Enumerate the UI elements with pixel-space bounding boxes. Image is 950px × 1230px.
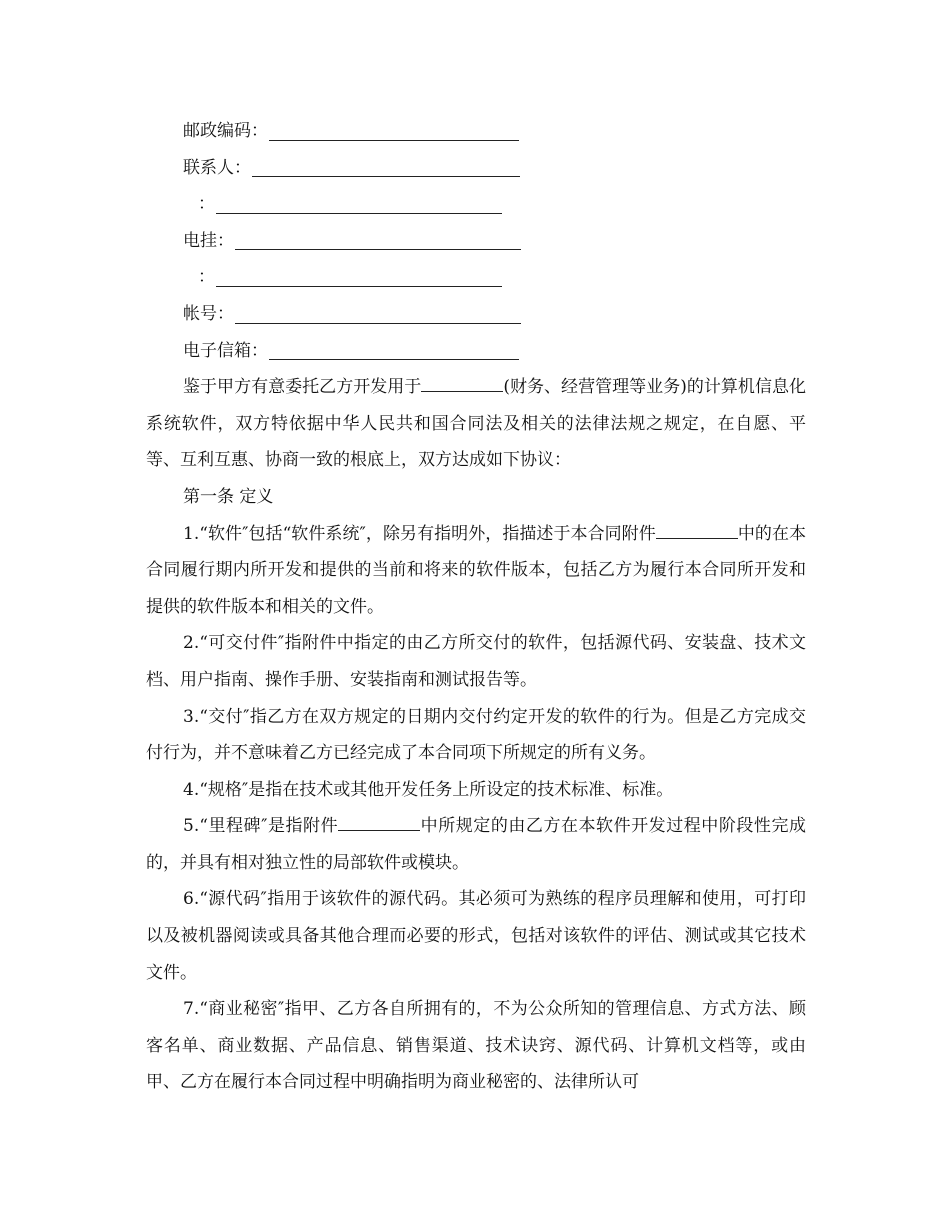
definition-5-text-b: 中所规定的由乙方在本软件开发过程中阶段性完成的，并具有相对独立性的局部软件或模块。: [146, 816, 807, 873]
email-blank[interactable]: [269, 359, 519, 360]
definition-4: 4.“规格″是指在技术或其他开发任务上所设定的技术标准、标准。: [183, 779, 674, 800]
definition-1-text-a: 1.“软件″包括“软件系统″，除另有指明外，指描述于本合同附件: [183, 523, 656, 544]
unnamed-field-b-label: ：: [198, 267, 215, 288]
email-field: [146, 333, 806, 370]
intro-blank[interactable]: [421, 374, 503, 392]
telegraph-label: 电挂：: [183, 230, 234, 251]
definition-7: 7.“商业秘密″指甲、乙方各自所拥有的，不为公众所知的管理信息、方式方法、顾客名单、商业数据、产品信息、销售渠道、技术诀窍、源代码、计算机文档等，或由甲、乙方在履行本合同过程中明确指明为商业秘密的、法律所认可: [146, 999, 806, 1093]
account-blank[interactable]: [235, 323, 521, 324]
definition-5: [146, 808, 806, 881]
postal-code-field: [146, 113, 806, 150]
intro-text-2: (财务、经营管理等业务)的计算机信息化系统软件，双方特依据中华人民共和国合同法及相关的法律法规之规定，在自愿、平等、互利互惠、协商一致的根底上，双方达成如下协议：: [146, 377, 807, 471]
contract-body: [146, 113, 806, 1101]
postal-code-blank[interactable]: [269, 140, 519, 141]
intro-text-1: 鉴于甲方有意委托乙方开发用于: [183, 377, 422, 398]
telegraph-blank[interactable]: [235, 249, 521, 250]
definition-6: 6.“源代码″指用于该软件的源代码。其必须可为熟练的程序员理解和使用，可打印以及被机器阅读或具备其他合理而必要的形式，包括对该软件的评估、测试或其它技术文件。: [146, 889, 806, 983]
definition-5-text-a: 5.“里程碑″是指附件: [183, 816, 339, 837]
article-1-heading: 第一条 定义: [183, 486, 274, 507]
account-label: 帐号：: [183, 303, 234, 324]
contact-field: [146, 150, 806, 187]
definition-2: 2.“可交付件″指附件中指定的由乙方所交付的软件，包括源代码、安装盘、技术文档、用户指南、操作手册、安装指南和测试报告等。: [146, 633, 806, 690]
definition-1-blank[interactable]: [656, 521, 738, 539]
unnamed-field-b-blank[interactable]: [216, 286, 502, 287]
unnamed-field-a: [146, 186, 806, 223]
definition-3: 3.“交付″指乙方在双方规定的日期内交付约定开发的软件的行为。但是乙方完成交付行为，并不意味着乙方已经完成了本合同项下所规定的所有义务。: [146, 706, 806, 764]
telegraph-field: [146, 223, 806, 260]
unnamed-field-a-label: ：: [198, 194, 215, 215]
contact-label: 联系人：: [183, 157, 251, 178]
unnamed-field-a-blank[interactable]: [216, 213, 502, 214]
definition-1: [146, 516, 806, 626]
email-label: 电子信箱：: [183, 340, 268, 361]
definition-1-text-b: 中的在本合同履行期内所开发和提供的当前和将来的软件版本，包括乙方为履行本合同所开发和提供的软件版本和相关的文件。: [146, 523, 807, 617]
postal-code-label: 邮政编码：: [183, 121, 268, 141]
contact-blank[interactable]: [252, 176, 520, 177]
intro-paragraph: [146, 369, 806, 479]
unnamed-field-b: [146, 259, 806, 296]
definition-5-blank[interactable]: [338, 813, 420, 831]
account-field: [146, 296, 806, 333]
